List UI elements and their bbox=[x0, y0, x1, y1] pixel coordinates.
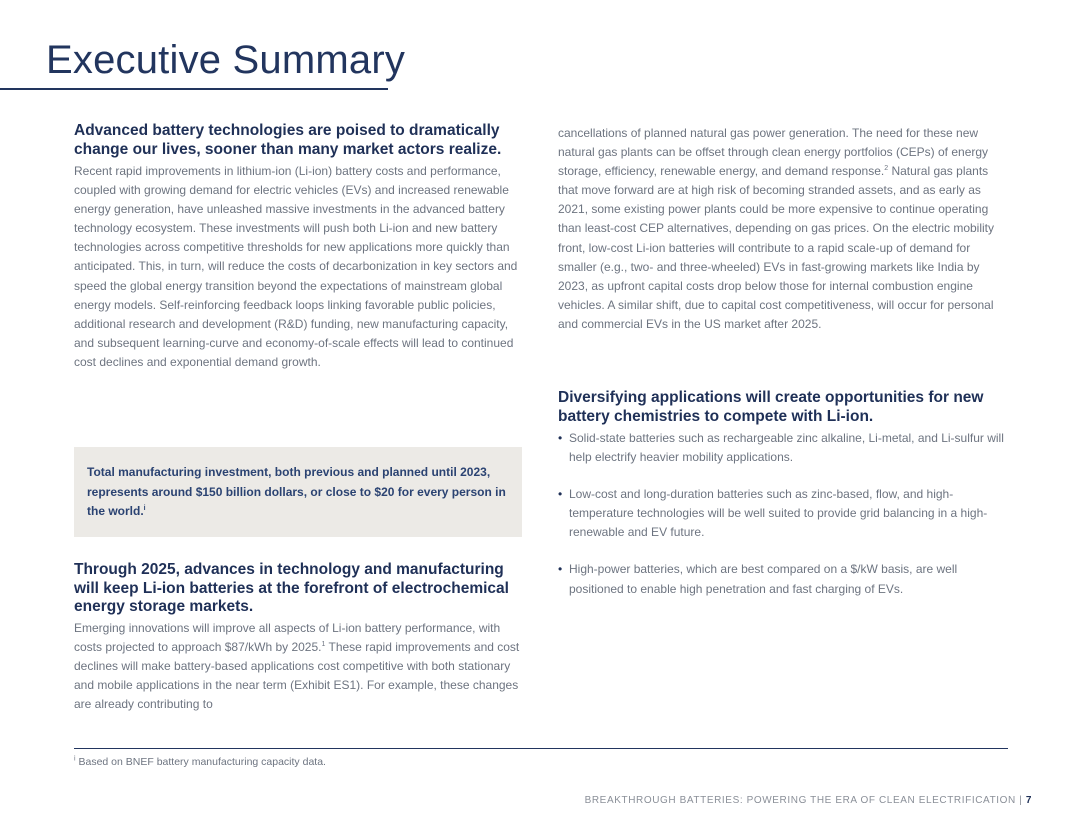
section-2-body-part2: These rapid improvements and cost declines will make battery-based applications cost competitive with both stationary and mobile applications in the near term (Exhibit ES1). For example, these changes are already contributing to bbox=[74, 639, 520, 711]
section-1-heading: Advanced battery technologies are poised to dramatically change our lives, sooner than many market actors realize. bbox=[74, 122, 502, 158]
right-column-body-part2: Natural gas plants that move forward are at high risk of becoming stranded assets, and as early as 2021, some existing power plants could be more expensive to continue operating than least-cost CEP alternatives, depending on gas prices. On the electric mobility front, low-cost Li-ion batteries will contribute to a rapid scale-up of demand for smaller (e.g., two- and three-wheeled) EVs in fast-growing markets like India by 2023, as upfront capital costs drop below those for internal combustion engine vehicles. A similar shift, due to capital cost competitiveness, will occur for personal and commercial EVs in the US market after 2025. bbox=[558, 164, 995, 331]
footnote bbox=[74, 756, 326, 768]
footnote-divider bbox=[74, 748, 1008, 749]
right-column-body bbox=[558, 124, 1008, 334]
bullet-icon: • bbox=[558, 487, 563, 502]
section-2-body-part1: Emerging innovations will improve all aspects of Li-ion battery performance, with costs projected to approach $87/kWh by 2025. bbox=[74, 620, 501, 654]
callout-text-wrapper bbox=[87, 463, 508, 522]
callout-box bbox=[74, 447, 522, 537]
callout-text: Total manufacturing investment, both previous and planned until 2023, represents around $150 billion dollars, or close to $20 for every person in the world. bbox=[87, 465, 506, 518]
section-3-bullet-list bbox=[558, 429, 1008, 599]
section-2-body bbox=[74, 619, 524, 714]
list-item bbox=[558, 429, 1008, 467]
footnote-marker: i bbox=[74, 755, 76, 763]
section-3-heading: Diversifying applications will create opportunities for new battery chemistries to compete with Li-ion. bbox=[558, 389, 984, 425]
left-column-section-2 bbox=[74, 561, 524, 714]
footnote-text: Based on BNEF battery manufacturing capacity data. bbox=[78, 756, 326, 768]
right-column-section-3 bbox=[558, 389, 1008, 617]
list-item bbox=[558, 560, 1008, 598]
left-column-section-1 bbox=[74, 122, 524, 372]
section-2-footnote-marker: 1 bbox=[321, 640, 326, 648]
bullet-text: Low-cost and long-duration batteries such as zinc-based, flow, and high-temperature technologies will be well suited to provide grid balancing in a high-renewable and EV future. bbox=[569, 487, 988, 540]
title-underline bbox=[0, 88, 388, 90]
footer-title: BREAKTHROUGH BATTERIES: POWERING THE ERA OF CLEAN ELECTRIFICATION bbox=[584, 795, 1016, 806]
bullet-text: Solid-state batteries such as rechargeable zinc alkaline, Li-metal, and Li-sulfur will help electrify heavier mobility applications. bbox=[569, 431, 1004, 465]
right-column-continued bbox=[558, 124, 1008, 334]
callout-footnote-marker: i bbox=[143, 505, 146, 512]
page-footer bbox=[585, 795, 1032, 806]
bullet-icon: • bbox=[558, 431, 563, 445]
page-number: 7 bbox=[1025, 795, 1032, 806]
list-item bbox=[558, 485, 1008, 542]
section-2-heading: Through 2025, advances in technology and manufacturing will keep Li-ion batteries at the forefront of electrochemical energy storage markets. bbox=[74, 561, 509, 615]
section-1-body: Recent rapid improvements in lithium-ion (Li-ion) battery costs and performance, coupled with growing demand for electric vehicles (EVs) and increased renewable energy generation, have unleashed massive investments in the advanced battery technology ecosystem. These investments will push both Li-ion and new battery technologies across competitive thresholds for new applications more quickly than anticipated. This, in turn, will reduce the costs of decarbonization in key sectors and speed the global energy transition beyond the expectations of mainstream global energy models. Self-reinforcing feedback loops linking favorable public policies, additional research and development (R&D) funding, new manufacturing capacity, and subsequent learning-curve and economy-of-scale effects will lead to continued cost declines and exponential demand growth. bbox=[74, 164, 518, 369]
footer-separator: | bbox=[1015, 795, 1026, 806]
bullet-text: High-power batteries, which are best compared on a $/kW basis, are well positioned to enable high penetration and fast charging of EVs. bbox=[569, 562, 958, 596]
page-title: Executive Summary bbox=[46, 38, 406, 82]
right-column-body-part1: cancellations of planned natural gas power generation. The need for these new natural gas plants can be offset through clean energy portfolios (CEPs) of energy storage, efficiency, renewable energy, and demand response. bbox=[558, 126, 989, 179]
bullet-icon: • bbox=[558, 562, 563, 577]
right-column-footnote-marker: 2 bbox=[884, 165, 889, 173]
